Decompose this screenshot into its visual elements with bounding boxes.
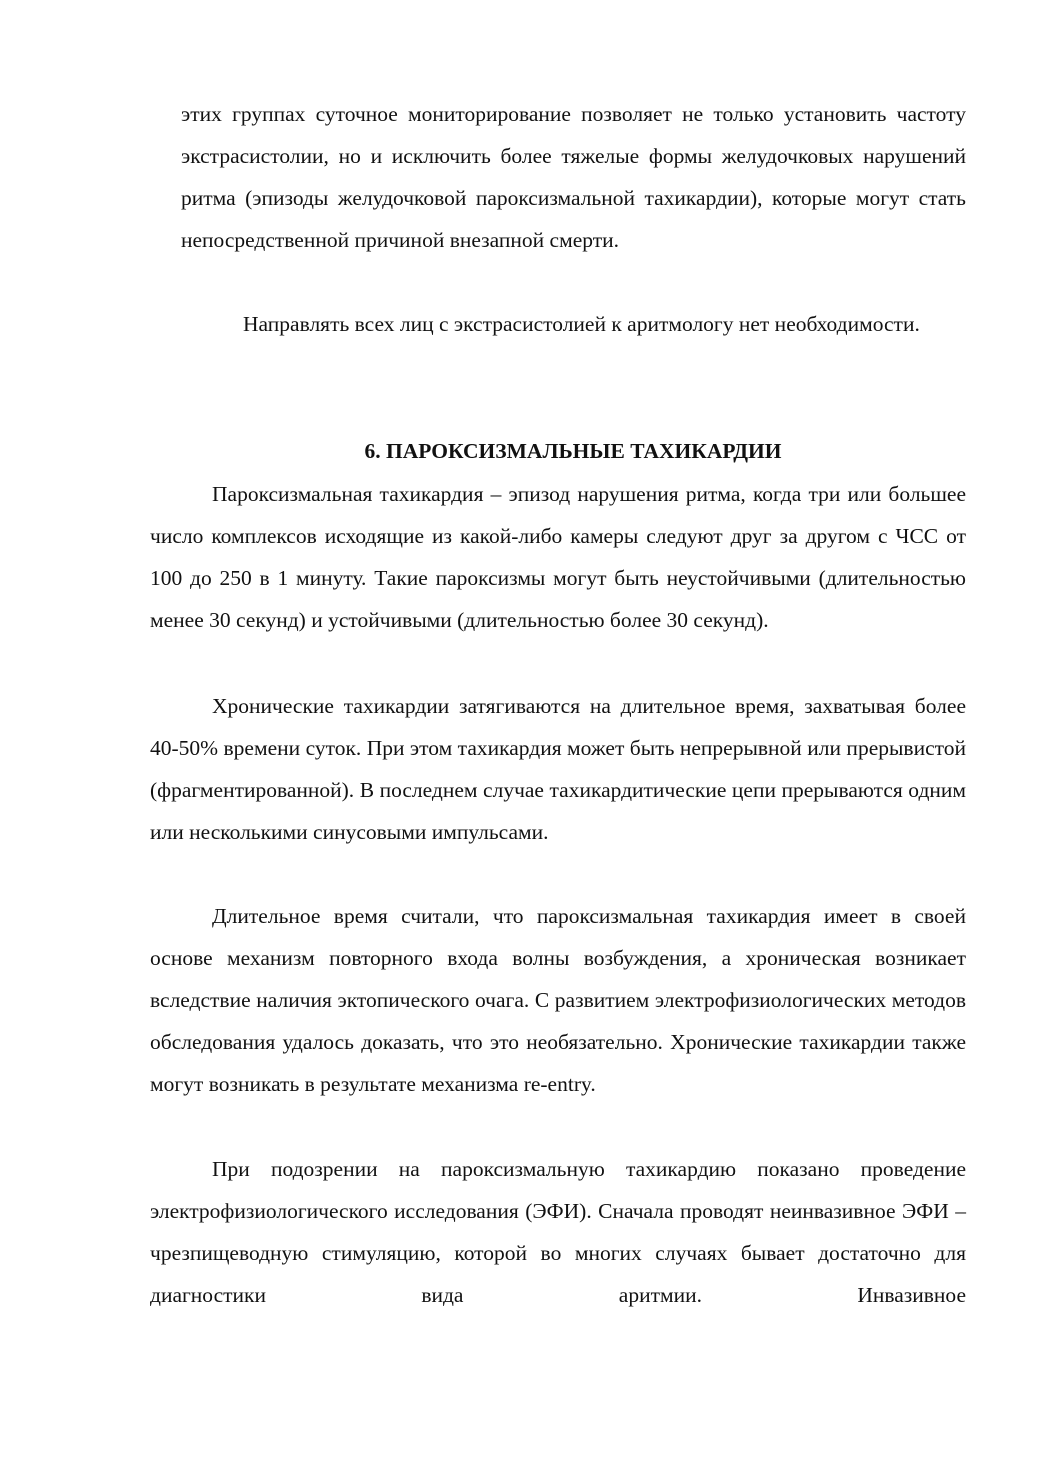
paragraph-mechanism: Длительное время считали, что пароксизмальная тахикардия имеет в своей основе механизм повторного входа волны возбуждения, а хроническая возникает вследствие наличия эктопического очага. С развитием электрофизиологических методов обследования удалось доказать, что это необязательно. Хронические тахикардии также могут возникать в результате механизма re-entry.	[150, 904, 966, 1096]
paragraph-efi: При подозрении на пароксизмальную тахикардию показано проведение электрофизиологического исследования (ЭФИ). Сначала проводят неинвазивное ЭФИ – чрезпищеводную стимуляцию, которой во многих случаях бывает достаточно для диагностики вида аритмии. Инвазивное	[150, 1157, 966, 1307]
paragraph-referral: Направлять всех лиц с экстрасистолией к аритмологу нет необходимости.	[243, 312, 920, 336]
section-heading: 6. ПАРОКСИЗМАЛЬНЫЕ ТАХИКАРДИИ	[364, 439, 782, 463]
paragraph-holter-monitoring: этих группах суточное мониторирование позволяет не только установить частоту экстрасистолии, но и исключить более тяжелые формы желудочковых нарушений ритма (эпизоды желудочковой пароксизмальной тахикардии), которые могут стать непосредственной причиной внезапной смерти.	[181, 102, 966, 252]
paragraph-definition: Пароксизмальная тахикардия – эпизод нарушения ритма, когда три или большее число комплексов исходящие из какой-либо камеры следуют друг за другом с ЧСС от 100 до 250 в 1 минуту. Такие пароксизмы могут быть неустойчивыми (длительностью менее 30 секунд) и устойчивыми (длительностью более 30 секунд).	[150, 482, 966, 632]
paragraph-chronic-tachycardia: Хронические тахикардии затягиваются на длительное время, захватывая более 40-50% времени суток. При этом тахикардия может быть непрерывной или прерывистой (фрагментированной). В последнем случае тахикардитические цепи прерываются одним или несколькими синусовыми импульсами.	[150, 694, 966, 844]
